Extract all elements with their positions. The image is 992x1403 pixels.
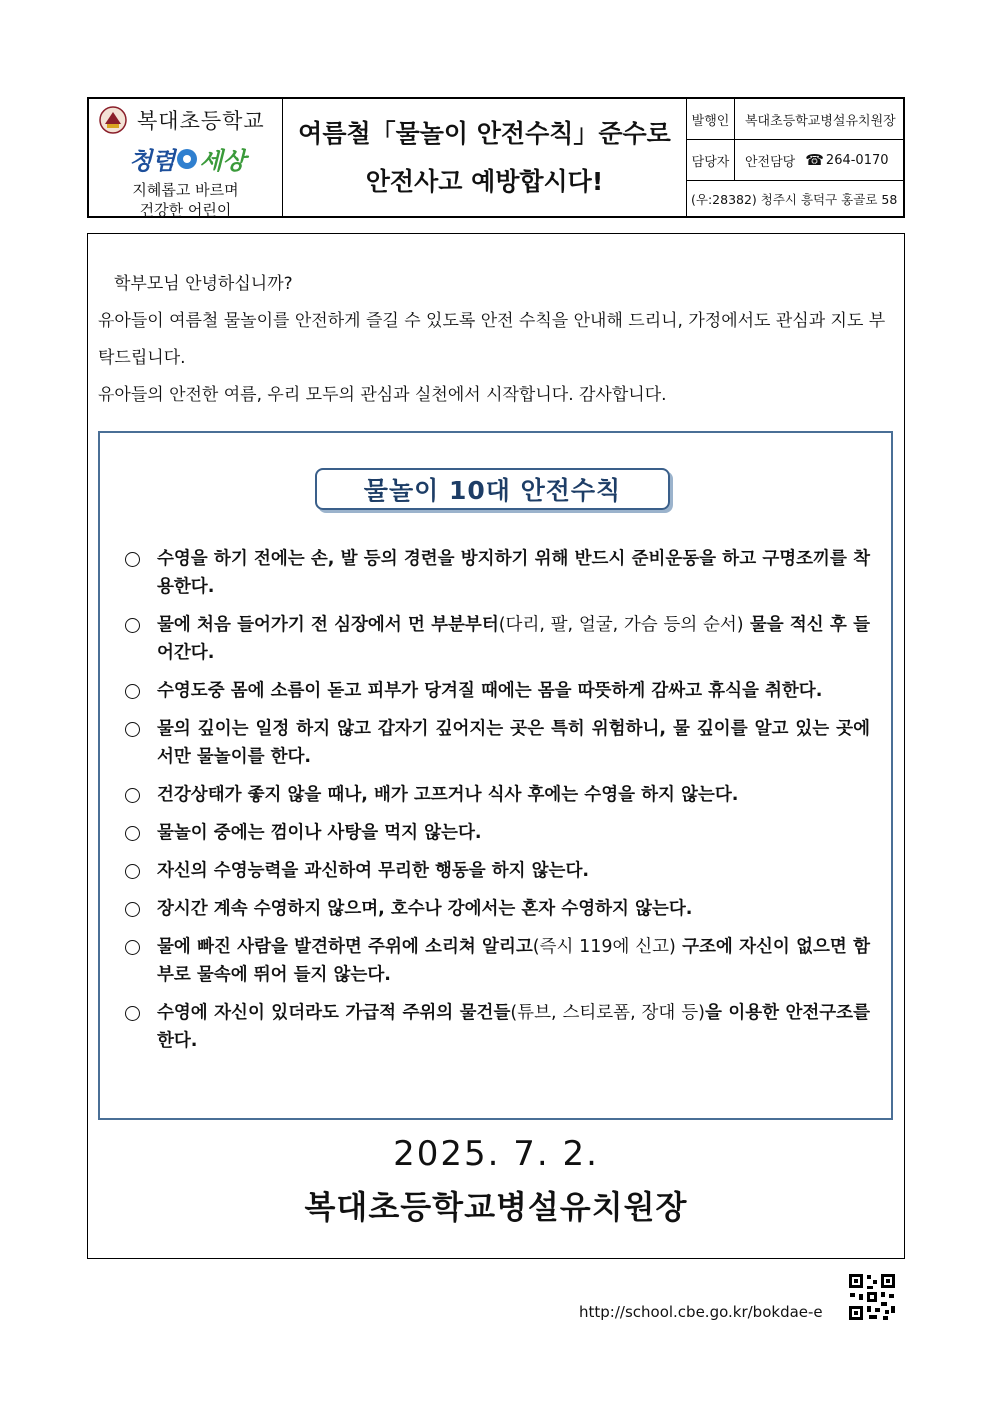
circle-bullet-icon (125, 864, 140, 879)
rule-item (125, 677, 870, 705)
rule-item (125, 819, 870, 847)
safety-rules-box (98, 431, 893, 1120)
circle-bullet-icon (125, 722, 140, 737)
rule-text: 물놀이 중에는 껌이나 사탕을 먹지 않는다. (157, 823, 482, 843)
rule-item (125, 999, 870, 1055)
school-row (99, 105, 265, 135)
school-motto-line-1: 지혜롭고 바르며 (132, 181, 239, 199)
rule-item (125, 895, 870, 923)
rule-text-cont: 물을 적신 후 들어간다. (157, 615, 870, 663)
title-line-2: 안전사고 예방합시다! (365, 166, 604, 196)
letter-body (87, 233, 905, 1259)
circle-bullet-icon (125, 684, 140, 699)
publisher-value: 복대초등학교병설유치원장 (745, 113, 896, 129)
rule-text: 물에 빠진 사람을 발견하면 주위에 소리쳐 알리고 (157, 937, 533, 957)
rule-text: 수영도중 몸에 소름이 돋고 피부가 당겨질 때에는 몸을 따뜻하게 감싸고 휴식을 취한다. (157, 681, 823, 701)
school-website-link[interactable]: http://school.cbe.go.kr/bokdae-e (579, 1303, 823, 1321)
circle-bullet-icon (125, 788, 140, 803)
rule-note: (즉시 119에 신고) (532, 937, 676, 957)
rule-note: (다리, 팔, 얼굴, 가슴 등의 순서) (498, 615, 744, 635)
phone-icon: ☎ (805, 151, 824, 169)
contact-row (687, 140, 903, 181)
rule-text: 장시간 계속 수영하지 않으며, 호수나 강에서는 혼자 수영하지 않는다. (157, 899, 693, 919)
school-emblem-icon (99, 106, 127, 134)
header-table (87, 97, 905, 218)
circle-bullet-icon (125, 618, 140, 633)
address: (우:28382) 청주시 흥덕구 홍골로 58 (691, 191, 898, 207)
circle-bullet-icon (125, 940, 140, 955)
rule-note: (튜브, 스티로폼, 장대 등) (510, 1003, 705, 1023)
rule-item (125, 933, 870, 989)
rules-title: 물놀이 10대 안전수칙 (315, 468, 670, 510)
rules-list (125, 545, 870, 1065)
slogan-word-2: 세상 (199, 146, 246, 175)
rule-text: 물에 처음 들어가기 전 심장에서 먼 부분부터 (157, 615, 499, 635)
rule-item (125, 857, 870, 885)
circle-bullet-icon (125, 826, 140, 841)
slogan-globe-icon (177, 149, 197, 169)
contact-value (735, 151, 889, 170)
greeting-line-1: 학부모님 안녕하십니까? (114, 274, 293, 294)
publisher-row (687, 99, 903, 140)
contact-label: 담당자 (687, 140, 735, 180)
publication-info (687, 99, 903, 216)
integrity-slogan-logo (129, 141, 246, 176)
newsletter-title (283, 99, 687, 216)
signature: 복대초등학교병설유치원장 (304, 1188, 688, 1226)
rule-text: 물의 깊이는 일정 하지 않고 갑자기 깊어지는 곳은 특히 위험하니, 물 깊이를 알고 있는 곳에서만 물놀이를 한다. (157, 719, 870, 767)
circle-bullet-icon (125, 902, 140, 917)
rule-text: 수영에 자신이 있더라도 가급적 주위의 물건들 (157, 1003, 511, 1023)
contact-person: 안전담당 (745, 154, 796, 170)
issue-date: 2025. 7. 2. (393, 1134, 599, 1174)
rule-item (125, 781, 870, 809)
rule-item (125, 611, 870, 667)
address-row (687, 181, 903, 216)
greeting-line-3: 유아들의 안전한 여름, 우리 모두의 관심과 실천에서 시작합니다. 감사합니다. (98, 385, 667, 405)
school-info-cell (89, 99, 283, 219)
greeting-line-2: 유아들이 여름철 물놀이를 안전하게 즐길 수 있도록 안전 수칙을 안내해 드리니, 가정에서도 관심과 지도 부탁드립니다. (98, 311, 886, 368)
slogan-word-1: 청렴 (129, 146, 176, 175)
rule-text: 수영을 하기 전에는 손, 발 등의 경련을 방지하기 위해 반드시 준비운동을 하고 구명조끼를 착용한다. (157, 549, 870, 597)
rule-text: 건강상태가 좋지 않을 때나, 배가 고프거나 식사 후에는 수영을 하지 않는다. (157, 785, 739, 805)
rule-item (125, 545, 870, 601)
circle-bullet-icon (125, 552, 140, 567)
rule-item (125, 715, 870, 771)
publisher-label: 발행인 (687, 99, 735, 139)
school-motto-line-2: 건강한 어린이 (139, 201, 232, 219)
rule-text-cont: 을 이용한 안전구조를 한다. (157, 1003, 870, 1051)
circle-bullet-icon (125, 1006, 140, 1021)
rule-text-cont: 구조에 자신이 없으면 함부로 물속에 뛰어 들지 않는다. (157, 937, 870, 985)
contact-phone: 264-0170 (825, 152, 889, 168)
qr-code-icon[interactable] (847, 1272, 897, 1322)
greeting (98, 266, 898, 414)
school-name: 복대초등학교 (137, 109, 265, 133)
rule-text: 자신의 수영능력을 과신하여 무리한 행동을 하지 않는다. (157, 861, 590, 881)
title-line-1: 여름철「물놀이 안전수칙」준수로 (298, 118, 671, 148)
